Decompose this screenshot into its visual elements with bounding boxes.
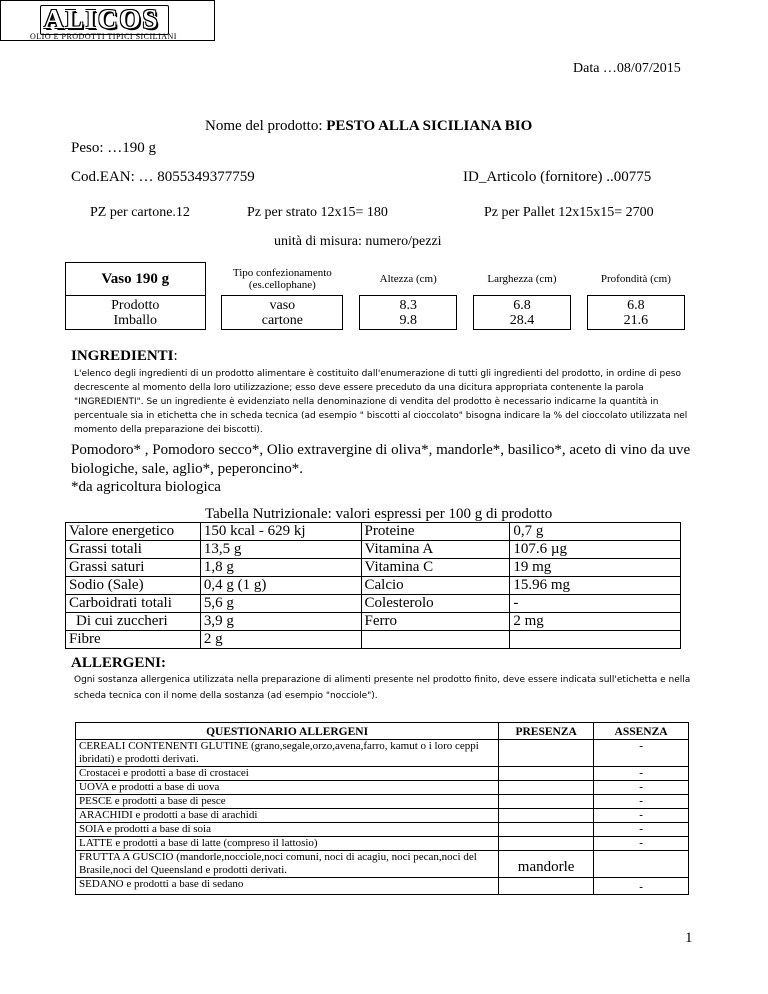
nutrient-value: 1,8 g (200, 559, 361, 577)
allergen-name: PESCE e prodotti a base di pesce (76, 795, 499, 809)
nutrient-name: Vitamina C (361, 559, 510, 577)
allergen-presence (499, 767, 594, 781)
ingredients-list: Pomodoro* , Pomodoro secco*, Olio extravergine di oliva*, mandorle*, basilico*, aceto di vino da uve biologiche, sale, aglio*, peperoncino*. (71, 442, 691, 477)
nutrition-row (66, 541, 681, 559)
packaging-header-type: Tipo confezionamento (es.cellophane) (232, 266, 332, 291)
logo-wordmark: ALICOS (44, 4, 160, 34)
allergen-row (76, 740, 689, 767)
nutrient-name: Grassi totali (66, 541, 201, 559)
company-logo (0, 0, 215, 41)
allergen-presence (499, 795, 594, 809)
nutrition-row (66, 595, 681, 613)
allergen-presence: mandorle (499, 851, 594, 878)
packaging-depth-cell (587, 296, 684, 330)
packaging-header-cell: Altezza (cm) (379, 272, 437, 285)
nutrient-value: - (510, 595, 681, 613)
product-name: PESTO ALLA SICILIANA BIO (326, 118, 533, 134)
packaging-header-row (66, 263, 685, 296)
packaging-value: cartone (261, 312, 303, 328)
packaging-header-cell: Larghezza (cm) (487, 272, 557, 285)
packaging-value: vaso (269, 297, 296, 313)
nutrient-name: Colesterolo (361, 595, 510, 613)
allergen-row (76, 823, 689, 837)
nutrient-value: 13,5 g (200, 541, 361, 559)
allergen-absence: - (594, 878, 689, 895)
allergen-absence: - (594, 823, 689, 837)
nutrient-value: 2 mg (510, 613, 681, 631)
allergen-row (76, 851, 689, 878)
packaging-table (65, 262, 685, 330)
allergen-name: UOVA e prodotti a base di uova (76, 781, 499, 795)
nutrient-name: Calcio (361, 577, 510, 595)
logo-subtitle: OLIO E PRODOTTI TIPICI SICILIANI (30, 32, 177, 41)
nutrient-value: 150 kcal - 629 kj (200, 523, 361, 541)
packaging-data-row (66, 296, 685, 330)
allergen-absence: - (594, 767, 689, 781)
pieces-per-layer: Pz per strato 12x15= 180 (247, 205, 388, 220)
nutrient-value: 15.96 mg (510, 577, 681, 595)
packaging-value: 8.3 (399, 297, 417, 313)
article-id: ID_Articolo (fornitore) ..00775 (463, 169, 652, 185)
packaging-type-cell (222, 296, 343, 330)
nutrient-name: Grassi saturi (66, 559, 201, 577)
allergen-presence (499, 837, 594, 851)
packaging-value: 6.8 (513, 297, 531, 313)
allergen-presence (499, 740, 594, 767)
packaging-value: 28.4 (509, 312, 535, 328)
allergen-row (76, 767, 689, 781)
nutrient-name: Proteine (361, 523, 510, 541)
product-ean: Cod.EAN: … 8055349377759 (71, 169, 255, 185)
nutrition-row (66, 559, 681, 577)
product-name-line (205, 118, 532, 135)
pieces-per-pallet: Pz per Pallet 12x15x15= 2700 (484, 205, 654, 220)
unit-of-measure: unità di misura: numero/pezzi (274, 234, 442, 249)
organic-note: *da agricoltura biologica (71, 479, 221, 495)
allergen-row (76, 837, 689, 851)
nutrient-value: 0,7 g (510, 523, 681, 541)
allergen-name: ARACHIDI e prodotti a base di arachidi (76, 809, 499, 823)
nutrient-value: 5,6 g (200, 595, 361, 613)
packaging-row-label: Prodotto (111, 297, 160, 313)
allergens-note: Ogni sostanza allergenica utilizzata nella preparazione di alimenti presente nel prodotto finito, deve essere indicata sull'etichetta e nella scheda tecnica con il nome della sostanza (ad esempio "nocciole"). (74, 675, 691, 701)
nutrient-value: 19 mg (510, 559, 681, 577)
allergen-absence: - (594, 795, 689, 809)
allergen-absence: - (594, 740, 689, 767)
nutrition-table (65, 522, 681, 649)
packaging-height-cell (360, 296, 457, 330)
pieces-per-carton: PZ per cartone.12 (90, 205, 190, 220)
packaging-row-label: Imballo (113, 312, 158, 328)
packaging-value: 9.8 (399, 312, 417, 328)
nutrient-name: Fibre (66, 631, 201, 649)
product-name-label: Nome del prodotto: (205, 118, 323, 134)
allergen-absence: - (594, 837, 689, 851)
nutrient-name: Di cui zuccheri (66, 613, 201, 631)
nutrient-value: 2 g (200, 631, 361, 649)
ingredients-note: L'elenco degli ingredienti di un prodotto alimentare è costituito dall'enumerazione di tutti gli ingredienti del prodotto, in ordine di peso decrescente al momento della loro utilizzazione; esso deve essere preceduto da una dicitura appropriata contenente la parola "INGREDIENTI". Se un ingrediente è evidenziato nella denominazione di vendita del prodotto è necessario indicarne la quantità in percentuale sia in etichetta che in scheda tecnica (ad esempio " biscotti al cioccolato" bisogna indicare la % del cioccolato utilizzata nel momento della preparazione dei biscotti). (74, 369, 688, 435)
allergens-title: ALLERGENI: (71, 655, 167, 671)
nutrient-name: Sodio (Sale) (66, 577, 201, 595)
allergen-absence (594, 851, 689, 878)
nutrient-name: Vitamina A (361, 541, 510, 559)
allergen-presence (499, 809, 594, 823)
packaging-row-labels (66, 296, 206, 330)
packaging-header-cell (222, 263, 343, 296)
allergen-header-cell: ASSENZA (594, 723, 689, 740)
ingredients-title (71, 348, 178, 365)
allergen-name: SOIA e prodotti a base di soia (76, 823, 499, 837)
allergen-header-cell: PRESENZA (499, 723, 594, 740)
nutrient-value (510, 631, 681, 649)
allergens-table (75, 722, 689, 895)
packaging-value: 6.8 (627, 297, 645, 313)
nutrient-value: 0,4 g (1 g) (200, 577, 361, 595)
nutrition-row (66, 631, 681, 649)
allergen-name: CEREALI CONTENENTI GLUTINE (grano,segale,orzo,avena,farro, kamut o i loro ceppi ibridati) e prodotti derivati. (76, 740, 499, 767)
allergen-name: Crostacei e prodotti a base di crostacei (76, 767, 499, 781)
allergen-header-row (76, 723, 689, 740)
allergen-row (76, 781, 689, 795)
document-date: Data …08/07/2015 (573, 61, 681, 76)
allergen-absence: - (594, 781, 689, 795)
nutrient-name: Ferro (361, 613, 510, 631)
packaging-width-cell (473, 296, 570, 330)
nutrient-value: 3,9 g (200, 613, 361, 631)
allergen-absence: - (594, 809, 689, 823)
allergen-row (76, 809, 689, 823)
packaging-value: 21.6 (623, 312, 649, 328)
nutrient-name: Valore energetico (66, 523, 201, 541)
nutrient-name: Carboidrati totali (66, 595, 201, 613)
page-number: 1 (685, 930, 693, 946)
allergen-row (76, 795, 689, 809)
allergen-name: LATTE e prodotti a base di latte (compreso il lattosio) (76, 837, 499, 851)
nutrition-row (66, 523, 681, 541)
nutrient-value: 107.6 µg (510, 541, 681, 559)
allergen-header-cell: QUESTIONARIO ALLERGENI (76, 723, 499, 740)
allergen-name: SEDANO e prodotti a base di sedano (76, 878, 499, 895)
nutrition-row (66, 613, 681, 631)
nutrient-name (361, 631, 510, 649)
nutrition-row (66, 577, 681, 595)
packaging-header-cell: Profondità (cm) (600, 272, 671, 285)
nutrition-title: Tabella Nutrizionale: valori espressi per 100 g di prodotto (205, 506, 553, 522)
allergen-presence (499, 878, 594, 895)
allergen-name: FRUTTA A GUSCIO (mandorle,nocciole,noci comuni, noci di acagiu, noci pecan,noci del Brasile,noci del Queensland e prodotti derivati. (76, 851, 499, 878)
ingredients-title-text: INGREDIENTI (71, 348, 174, 364)
allergen-row (76, 878, 689, 895)
allergen-presence (499, 823, 594, 837)
ingredients-title-colon: : (173, 348, 178, 364)
packaging-header-cell: Vaso 190 g (66, 263, 206, 296)
product-weight: Peso: …190 g (71, 140, 157, 156)
allergen-presence (499, 781, 594, 795)
